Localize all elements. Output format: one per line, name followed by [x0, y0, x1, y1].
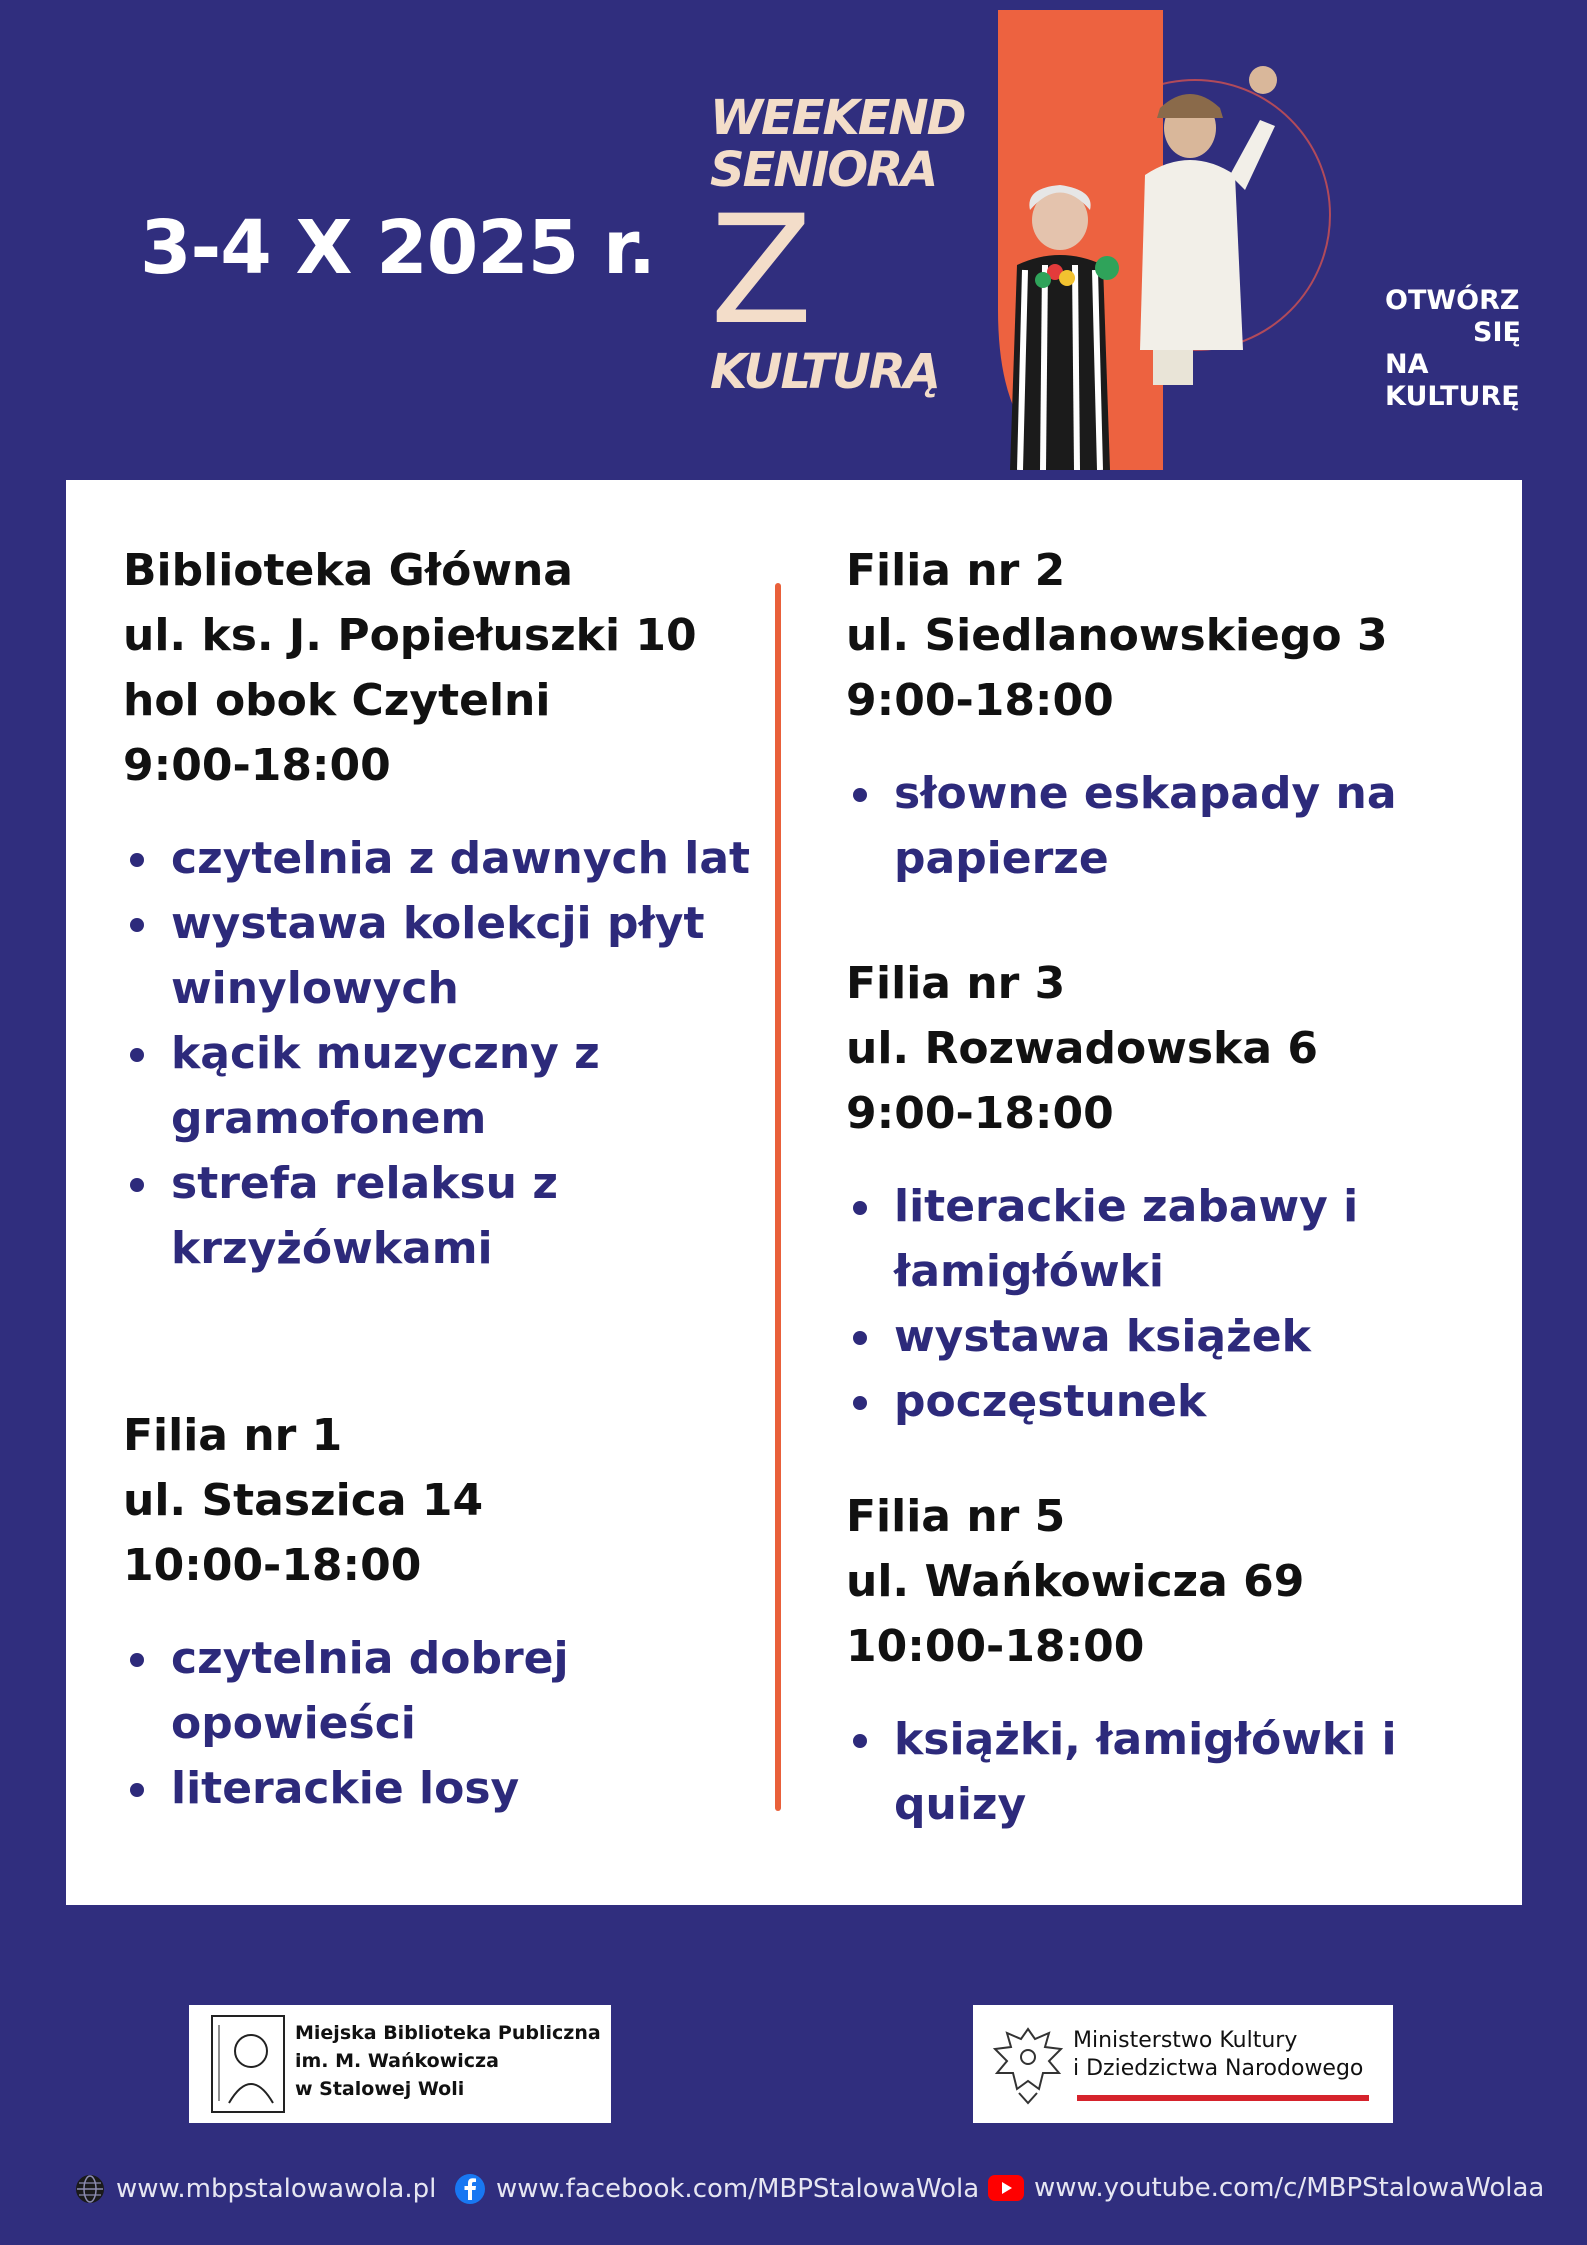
location-address: ul. Rozwadowska 6 — [846, 1023, 1318, 1074]
facebook-text: www.facebook.com/MBPStalowaWola — [496, 2174, 980, 2204]
logo-line: KULTURĄ — [710, 344, 939, 400]
ministry-name-line: i Dziedzictwa Narodowego — [1073, 2056, 1364, 2081]
ministry-logo-box — [973, 2005, 1393, 2123]
library-name-line: im. M. Wańkowicza — [295, 2050, 499, 2072]
website-link[interactable] — [74, 2173, 436, 2205]
event-date: 3-4 X 2025 r. — [140, 205, 656, 291]
event-logo — [710, 92, 965, 398]
activity-item: wystawa kolekcji płyt winylowych — [123, 891, 763, 1021]
library-logo-box — [189, 2005, 611, 2123]
slogan-line: KULTURĘ — [1385, 381, 1520, 412]
location-block — [123, 1403, 763, 1821]
location-detail: hol obok Czytelni — [123, 675, 551, 726]
website-text: www.mbpstalowawola.pl — [116, 2174, 437, 2204]
eagle-emblem-icon — [989, 2023, 1067, 2107]
location-block — [846, 538, 1526, 891]
footer-links — [74, 2173, 1545, 2213]
location-name: Filia nr 3 — [846, 958, 1066, 1009]
location-block — [846, 951, 1526, 1434]
activity-item: poczęstunek — [846, 1369, 1526, 1434]
library-name — [295, 2019, 601, 2103]
activity-item: kącik muzyczny z gramofonem — [123, 1021, 763, 1151]
ministry-name — [1073, 2027, 1363, 2083]
activity-item: książki, łamigłówki i quizy — [846, 1707, 1526, 1837]
logo-line: SENIORA — [710, 142, 937, 198]
location-name: Filia nr 5 — [846, 1491, 1066, 1542]
location-name: Biblioteka Główna — [123, 545, 573, 596]
globe-icon — [74, 2173, 106, 2205]
youtube-link[interactable] — [988, 2173, 1544, 2203]
location-block — [123, 538, 763, 1281]
location-name: Filia nr 2 — [846, 545, 1066, 596]
youtube-text: www.youtube.com/c/MBPStalowaWolaa — [1034, 2173, 1545, 2203]
slogan-line: SIĘ — [1473, 317, 1521, 348]
location-address: ul. Staszica 14 — [123, 1475, 484, 1526]
flag-stripe — [1077, 2095, 1369, 2101]
activity-item: czytelnia dobrej opowieści — [123, 1626, 763, 1756]
activity-item: czytelnia z dawnych lat — [123, 826, 763, 891]
activity-item: wystawa książek — [846, 1304, 1526, 1369]
column-divider — [775, 583, 781, 1811]
right-column — [846, 538, 1526, 1837]
logo-line-z: Z — [710, 184, 811, 358]
location-hours: 9:00-18:00 — [846, 1088, 1114, 1139]
slogan — [1385, 285, 1521, 413]
activity-list — [123, 1626, 763, 1821]
location-block — [846, 1484, 1526, 1837]
left-column — [123, 538, 763, 1821]
location-address: ul. ks. J. Popiełuszki 10 — [123, 610, 697, 661]
location-hours: 9:00-18:00 — [123, 740, 391, 791]
activity-item: strefa relaksu z krzyżówkami — [123, 1151, 763, 1281]
slogan-line: OTWÓRZ — [1385, 285, 1520, 316]
activity-list — [846, 1707, 1526, 1837]
activity-list — [846, 761, 1526, 891]
activity-item: słowne eskapady na papierze — [846, 761, 1526, 891]
activity-item: literackie losy — [123, 1756, 763, 1821]
library-name-line: Miejska Biblioteka Publiczna — [295, 2022, 601, 2044]
library-name-line: w Stalowej Woli — [295, 2078, 465, 2100]
logo-line: WEEKEND — [710, 90, 965, 146]
location-address: ul. Wańkowicza 69 — [846, 1556, 1305, 1607]
activity-list — [123, 826, 763, 1281]
ministry-name-line: Ministerstwo Kultury — [1073, 2028, 1298, 2053]
location-address: ul. Siedlanowskiego 3 — [846, 610, 1388, 661]
facebook-link[interactable] — [454, 2173, 979, 2205]
location-hours: 10:00-18:00 — [846, 1621, 1145, 1672]
activity-item: literackie zabawy i łamigłówki — [846, 1174, 1526, 1304]
library-portrait-icon — [211, 2015, 285, 2113]
activity-list — [846, 1174, 1526, 1434]
facebook-icon — [454, 2173, 486, 2205]
youtube-icon — [988, 2175, 1024, 2201]
location-hours: 10:00-18:00 — [123, 1540, 422, 1591]
seniors-photo — [995, 10, 1335, 470]
location-name: Filia nr 1 — [123, 1410, 343, 1461]
location-hours: 9:00-18:00 — [846, 675, 1114, 726]
slogan-line: NA — [1385, 349, 1429, 380]
